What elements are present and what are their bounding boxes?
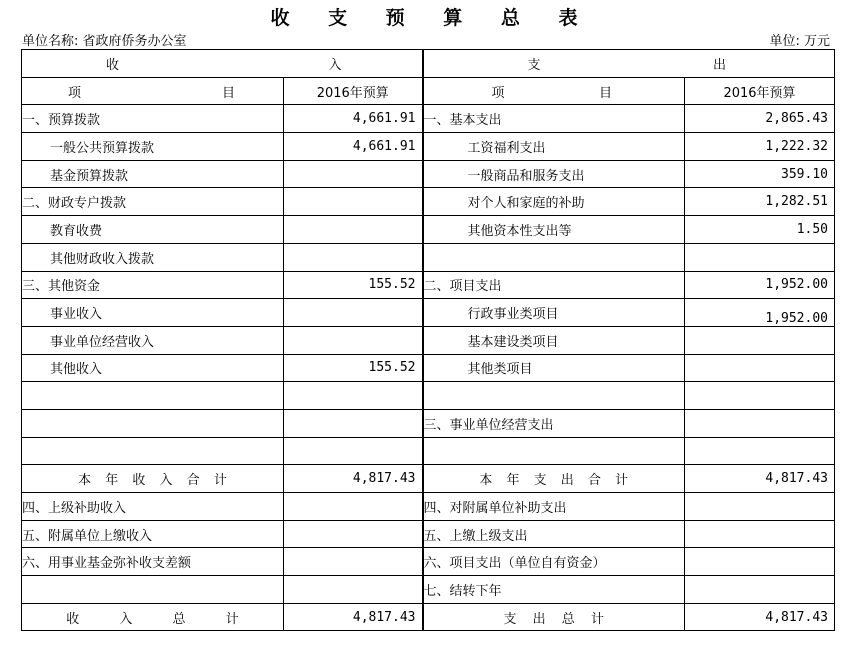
table-row — [22, 603, 835, 631]
expense-item-cell: 工资福利支出 — [423, 133, 685, 161]
income-value-cell — [284, 216, 423, 244]
income-item-cell: 事业收入 — [22, 299, 284, 327]
income-item-cell: 五、附属单位上缴收入 — [22, 520, 284, 548]
expense-value-cell: 1,952.00 — [685, 299, 835, 327]
income-item-cell — [22, 437, 284, 465]
income-item-cell: 二、财政专户拨款 — [22, 188, 284, 216]
income-value-cell — [284, 493, 423, 521]
income-value-cell — [284, 520, 423, 548]
income-item-cell: 其他收入 — [22, 354, 284, 382]
income-value-cell: 155.52 — [284, 354, 423, 382]
expense-item-cell: 三、事业单位经营支出 — [423, 409, 685, 437]
expense-value-cell — [685, 493, 835, 521]
expense-item-cell: 其他资本性支出等 — [423, 216, 685, 244]
expense-item-cell — [423, 603, 685, 631]
income-header-char-2: 入 — [328, 57, 342, 73]
income-budget-header: 2016年预算 — [284, 77, 423, 105]
income-value-cell: 4,817.43 — [284, 603, 423, 631]
table-row — [22, 520, 835, 548]
unit-label: 单位: 万元 — [769, 34, 830, 49]
expense-item-cell: 五、上缴上级支出 — [423, 520, 685, 548]
expense-value-cell: 1,952.00 — [685, 271, 835, 299]
table-row — [22, 188, 835, 216]
income-item-cell — [22, 382, 284, 410]
unit-name-label: 单位名称: 省政府侨务办公室 — [22, 34, 187, 49]
item-char-1: 项 — [68, 85, 82, 101]
income-value-cell: 4,817.43 — [284, 465, 423, 493]
income-value-cell: 4,661.91 — [284, 105, 423, 133]
header-row-columns — [22, 77, 835, 105]
income-header-char-1: 收 — [106, 57, 120, 73]
table-row — [22, 299, 835, 327]
income-total-label: 收 入 总 计 — [66, 611, 239, 627]
table-row — [22, 465, 835, 493]
income-item-cell: 六、用事业基金弥补收支差额 — [22, 548, 284, 576]
table-row — [22, 437, 835, 465]
expense-value-cell: 2,865.43 — [685, 105, 835, 133]
expense-item-cell: 其他类项目 — [423, 354, 685, 382]
budget-table — [21, 49, 835, 631]
table-row — [22, 105, 835, 133]
expense-item-cell: 四、对附属单位补助支出 — [423, 493, 685, 521]
item-char-1: 项 — [491, 85, 505, 101]
income-value-cell — [284, 188, 423, 216]
table-row — [22, 354, 835, 382]
income-item-cell — [22, 603, 284, 631]
expense-value-cell — [685, 382, 835, 410]
income-item-header — [22, 77, 284, 105]
income-item-cell: 一般公共预算拨款 — [22, 133, 284, 161]
income-total-label: 本 年 收 入 合 计 — [78, 473, 227, 489]
income-value-cell — [284, 382, 423, 410]
expense-value-cell: 1.50 — [685, 216, 835, 244]
expense-item-header — [423, 77, 685, 105]
income-item-cell — [22, 576, 284, 604]
expense-header — [423, 50, 835, 78]
expense-value-cell — [685, 354, 835, 382]
expense-value-cell — [685, 548, 835, 576]
expense-total-label: 支 出 总 计 — [503, 611, 604, 627]
expense-value-cell: 359.10 — [685, 160, 835, 188]
expense-item-cell — [423, 465, 685, 493]
table-row — [22, 382, 835, 410]
table-row — [22, 409, 835, 437]
income-item-cell: 一、预算拨款 — [22, 105, 284, 133]
expense-item-cell: 一、基本支出 — [423, 105, 685, 133]
expense-value-cell — [685, 409, 835, 437]
expense-value-cell — [685, 437, 835, 465]
header-row-income-expense — [22, 50, 835, 78]
expense-header-char-2: 出 — [712, 57, 726, 73]
expense-item-cell: 七、结转下年 — [423, 576, 685, 604]
expense-value-cell: 1,222.32 — [685, 133, 835, 161]
income-item-cell: 三、其他资金 — [22, 271, 284, 299]
income-value-cell — [284, 548, 423, 576]
expense-item-cell: 一般商品和服务支出 — [423, 160, 685, 188]
expense-item-cell: 对个人和家庭的补助 — [423, 188, 685, 216]
expense-value-cell — [685, 576, 835, 604]
item-char-2: 目 — [598, 85, 612, 101]
expense-item-cell: 六、项目支出（单位自有资金） — [423, 548, 685, 576]
income-header — [22, 50, 423, 78]
income-value-cell — [284, 299, 423, 327]
expense-value-cell: 4,817.43 — [685, 465, 835, 493]
income-value-cell — [284, 437, 423, 465]
table-row — [22, 133, 835, 161]
expense-value-cell — [685, 243, 835, 271]
expense-header-char-1: 支 — [527, 57, 541, 73]
income-value-cell — [284, 576, 423, 604]
table-row — [22, 243, 835, 271]
income-item-cell: 事业单位经营收入 — [22, 326, 284, 354]
income-item-cell: 四、上级补助收入 — [22, 493, 284, 521]
item-char-2: 目 — [221, 85, 235, 101]
table-row — [22, 160, 835, 188]
expense-item-cell — [423, 437, 685, 465]
table-row — [22, 493, 835, 521]
table-row — [22, 271, 835, 299]
expense-value-cell — [685, 520, 835, 548]
income-value-cell — [284, 409, 423, 437]
expense-item-cell: 基本建设类项目 — [423, 326, 685, 354]
page-title: 收 支 预 算 总 表 — [270, 7, 594, 29]
expense-total-label: 本 年 支 出 合 计 — [479, 473, 629, 489]
expense-value-cell: 4,817.43 — [685, 603, 835, 631]
table-row — [22, 216, 835, 244]
income-item-cell: 其他财政收入拨款 — [22, 243, 284, 271]
expense-item-cell: 行政事业类项目 — [423, 299, 685, 327]
income-value-cell: 155.52 — [284, 271, 423, 299]
expense-value-cell — [685, 326, 835, 354]
income-value-cell — [284, 160, 423, 188]
expense-value-cell: 1,282.51 — [685, 188, 835, 216]
income-item-cell — [22, 409, 284, 437]
expense-item-cell — [423, 382, 685, 410]
income-item-cell: 教育收费 — [22, 216, 284, 244]
table-row — [22, 576, 835, 604]
table-row — [22, 548, 835, 576]
income-item-cell: 基金预算拨款 — [22, 160, 284, 188]
table-row — [22, 326, 835, 354]
income-value-cell: 4,661.91 — [284, 133, 423, 161]
expense-item-cell — [423, 243, 685, 271]
income-value-cell — [284, 326, 423, 354]
expense-item-cell: 二、项目支出 — [423, 271, 685, 299]
income-value-cell — [284, 243, 423, 271]
expense-budget-header: 2016年预算 — [685, 77, 835, 105]
income-item-cell — [22, 465, 284, 493]
